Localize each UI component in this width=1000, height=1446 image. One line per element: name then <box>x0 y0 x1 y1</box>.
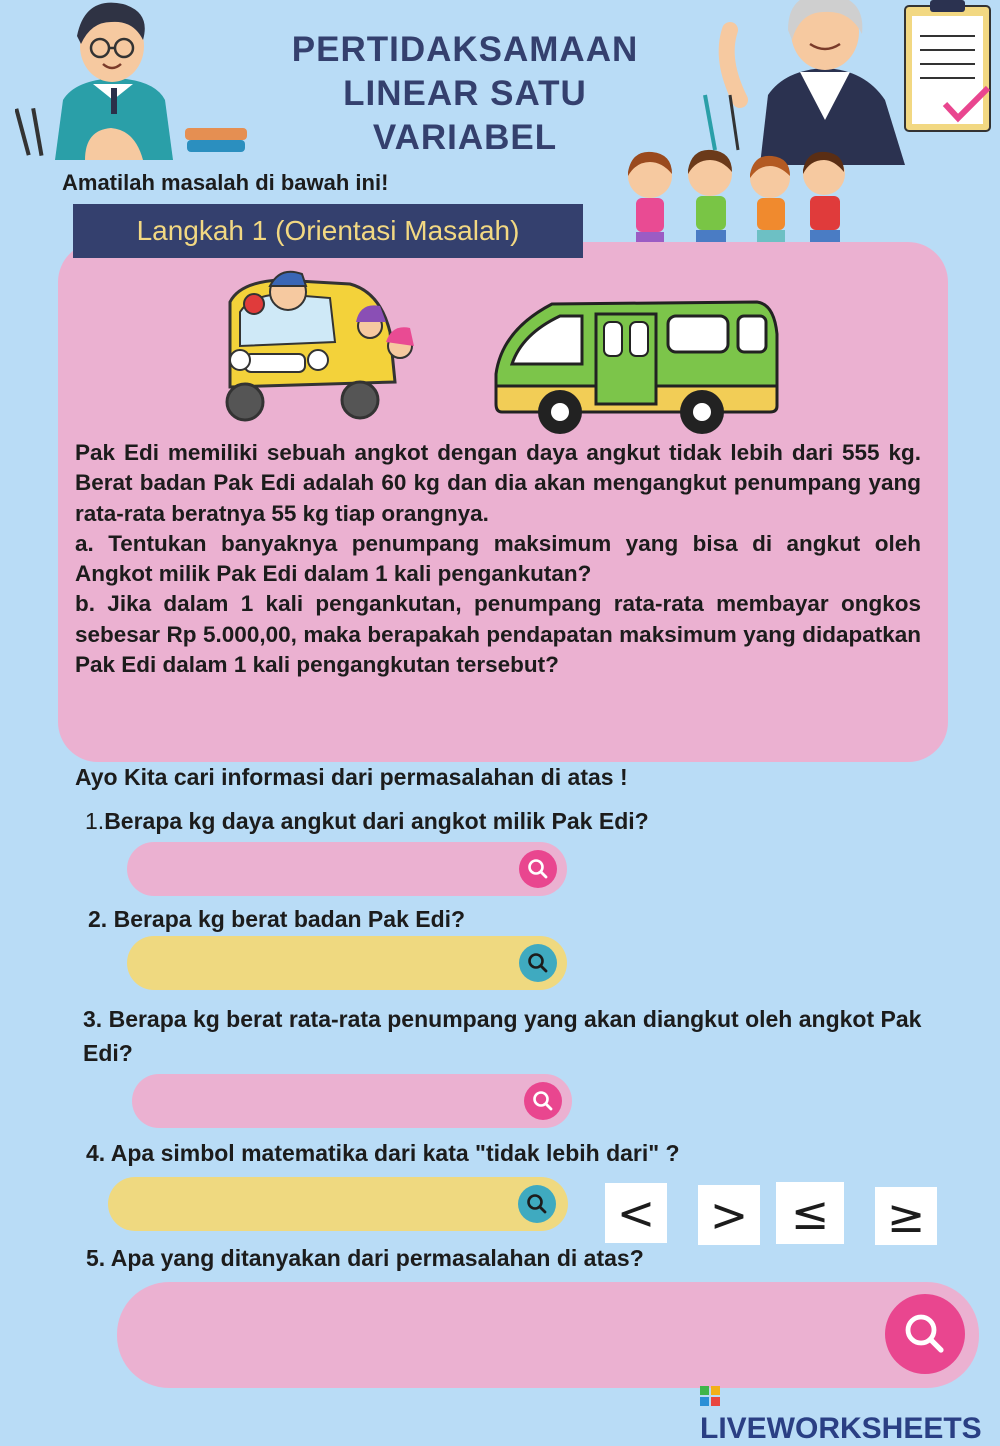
search-icon <box>526 951 550 975</box>
page-title <box>270 28 660 160</box>
search-icon <box>525 1192 549 1216</box>
symbol-greater-than[interactable]: > <box>698 1185 760 1245</box>
answer-field-5[interactable] <box>117 1282 979 1388</box>
problem-statement <box>75 438 921 680</box>
check-button-1[interactable] <box>519 850 557 888</box>
liveworksheets-logo-icon <box>700 1386 720 1406</box>
search-icon <box>531 1089 555 1113</box>
brand-text: LIVEWORKSHEETS <box>700 1412 982 1445</box>
question-4 <box>86 1136 680 1170</box>
answer-field-1[interactable] <box>127 842 567 896</box>
section-lead: Ayo Kita cari informasi dari permasalahan di atas ! <box>75 764 628 790</box>
symbol-less-than[interactable]: < <box>605 1183 667 1243</box>
question-3 <box>83 1002 963 1070</box>
check-button-4[interactable] <box>518 1185 556 1223</box>
question-text: Apa simbol matematika dari kata "tidak lebih dari" ? <box>110 1140 680 1166</box>
question-text: Apa yang ditanyakan dari permasalahan di atas? <box>110 1245 644 1271</box>
question-2 <box>88 902 465 936</box>
step-badge: Langkah 1 (Orientasi Masalah) <box>73 204 583 258</box>
check-button-5[interactable] <box>885 1294 965 1374</box>
search-icon <box>526 857 550 881</box>
question-number: 4. <box>86 1140 106 1166</box>
question-text: Berapa kg berat rata-rata penumpang yang akan diangkut oleh angkot Pak Edi? <box>83 1006 922 1066</box>
answer-field-2[interactable] <box>127 936 567 990</box>
question-1 <box>85 804 649 838</box>
question-text: Berapa kg daya angkut dari angkot milik Pak Edi? <box>104 808 649 834</box>
cartoon-bus-illustration <box>210 262 425 432</box>
check-button-2[interactable] <box>519 944 557 982</box>
intro-text: Amatilah masalah di bawah ini! <box>62 170 389 195</box>
answer-field-3[interactable] <box>132 1074 572 1128</box>
symbol-greater-or-equal[interactable]: ≥ <box>875 1187 937 1245</box>
teacher-woman-illustration <box>700 0 1000 165</box>
symbol-less-or-equal[interactable]: ≤ <box>776 1182 844 1244</box>
title-line: LINEAR SATU <box>343 74 587 113</box>
check-button-3[interactable] <box>524 1082 562 1120</box>
teacher-man-illustration <box>15 0 250 160</box>
story-question-a: a. Tentukan banyaknya penumpang maksimum yang bisa di angkut oleh Angkot milik Pak Edi dalam 1 kali pengankutan? <box>75 530 921 587</box>
title-line: VARIABEL <box>372 118 558 157</box>
question-5 <box>86 1241 644 1275</box>
search-icon <box>901 1310 949 1358</box>
question-number: 5. <box>86 1245 106 1271</box>
question-text: Berapa kg berat badan Pak Edi? <box>113 906 466 932</box>
angkot-van-illustration <box>492 294 782 439</box>
liveworksheets-brand <box>700 1378 1000 1446</box>
question-number: 1. <box>85 808 105 834</box>
answer-field-4[interactable] <box>108 1177 568 1231</box>
question-number: 3. <box>83 1006 103 1032</box>
story-question-b: b. Jika dalam 1 kali pengankutan, penumpang rata-rata membayar ongkos sebesar Rp 5.000,00, maka berapakah pendapatan maksimum yang didapatkan Pak Edi dalam 1 kali pengangkutan tersebut? <box>75 591 921 678</box>
question-number: 2. <box>88 906 108 932</box>
title-line: PERTIDAKSAMAAN <box>291 30 639 69</box>
story-paragraph: Pak Edi memiliki sebuah angkot dengan daya angkut tidak lebih dari 555 kg. Berat badan Pak Edi adalah 60 kg dan dia akan mengangkut penumpang yang rata-rata beratnya 55 kg tiap orangnya. <box>75 440 921 526</box>
